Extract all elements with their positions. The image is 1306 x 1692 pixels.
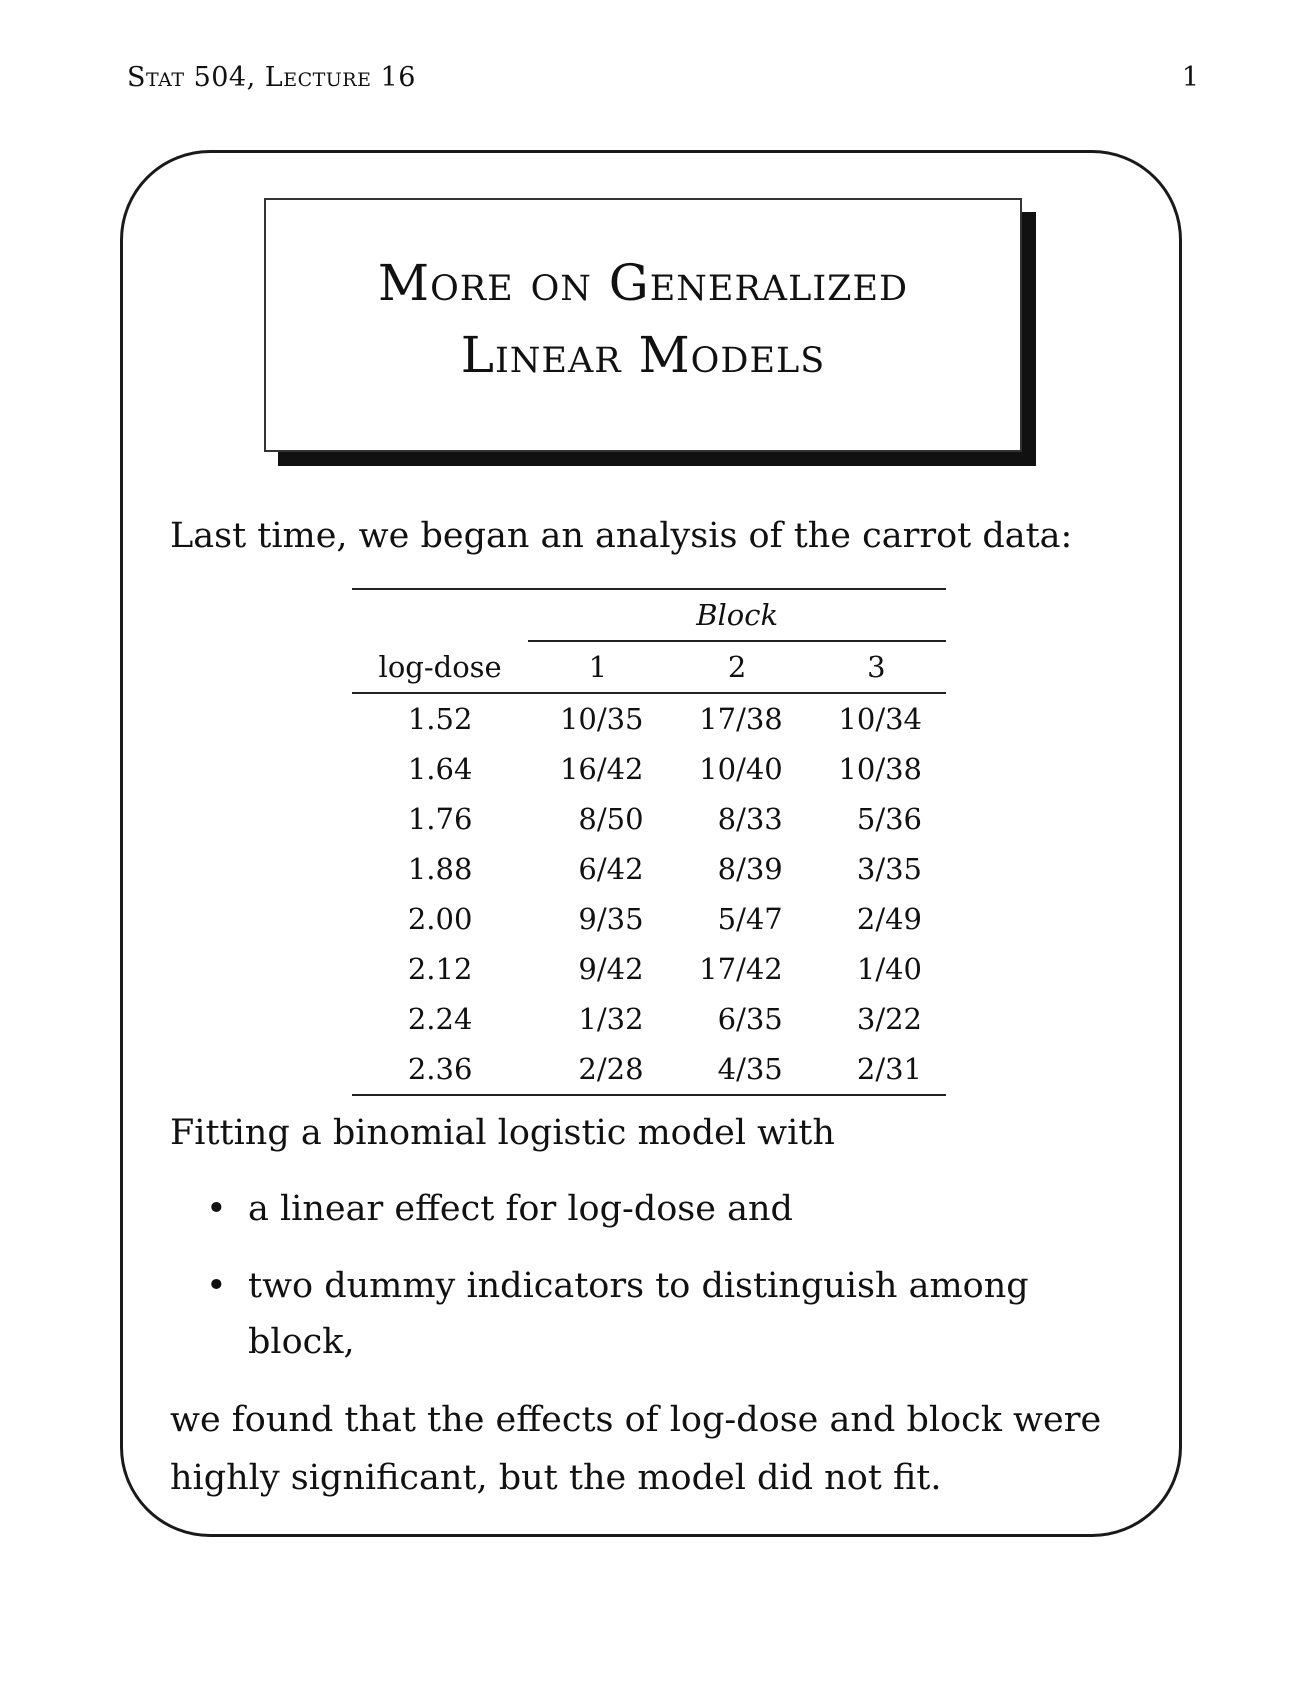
block-2-cell: 6/35	[717, 1002, 783, 1036]
bullet-icon: •	[206, 1266, 227, 1306]
block-1-cell: 9/42	[578, 952, 644, 986]
block-group-header: Block	[528, 590, 946, 641]
block-3-cell: 5/36	[856, 802, 922, 836]
page-number: 1	[1181, 62, 1199, 93]
table-group-header-row	[352, 590, 946, 641]
block-1-cell: 6/42	[578, 852, 644, 886]
block-1-cell: 1/32	[578, 1002, 644, 1036]
block-3-cell: 3/35	[856, 852, 922, 886]
table-row	[352, 994, 946, 1044]
course-lecture-label: Stat 504, Lecture 16	[127, 62, 416, 93]
block-1-cell: 10/35	[559, 702, 644, 736]
table-row	[352, 844, 946, 894]
block-1-cell: 2/28	[528, 1044, 667, 1095]
table-row	[352, 944, 946, 994]
log-dose-header: log-dose	[352, 641, 528, 693]
block-2-header: 2	[668, 641, 807, 693]
block-2-cell: 17/38	[699, 702, 783, 736]
block-3-cell: 10/34	[838, 702, 922, 736]
block-3-cell: 1/40	[856, 952, 922, 986]
block-3-cell: 3/22	[856, 1002, 922, 1036]
intro-text: Last time, we began an analysis of the carrot data:	[170, 516, 1073, 556]
block-1-cell: 9/35	[578, 902, 644, 936]
log-dose-cell: 2.36	[352, 1044, 528, 1095]
block-1-cell: 8/50	[578, 802, 644, 836]
log-dose-cell: 2.00	[407, 902, 473, 936]
block-1-cell: 16/42	[559, 752, 644, 786]
table-row	[352, 894, 946, 944]
log-dose-cell: 1.76	[407, 802, 473, 836]
title-line-2: Linear Models	[460, 326, 826, 384]
log-dose-cell: 1.64	[407, 752, 473, 786]
block-3-cell: 10/38	[838, 752, 922, 786]
log-dose-cell: 2.24	[407, 1002, 473, 1036]
block-3-header: 3	[807, 641, 946, 693]
bullet-text-continuation: block,	[248, 1322, 355, 1362]
block-2-cell: 8/33	[717, 802, 783, 836]
block-1-header: 1	[528, 641, 667, 693]
block-3-cell: 2/49	[856, 902, 922, 936]
block-2-cell: 4/35	[668, 1044, 807, 1095]
bullet-text: a linear effect for log-dose and	[248, 1189, 793, 1229]
carrot-data-table	[352, 588, 946, 1096]
log-dose-cell: 1.52	[407, 702, 473, 736]
bullet-text: two dummy indicators to distinguish among	[248, 1266, 1029, 1306]
log-dose-cell: 2.12	[407, 952, 473, 986]
block-2-cell: 8/39	[717, 852, 783, 886]
conclusion-line-1: we found that the effects of log-dose and block were	[170, 1400, 1102, 1440]
running-header	[127, 62, 1199, 98]
table-row	[352, 693, 946, 744]
block-2-cell: 17/42	[699, 952, 783, 986]
table-row	[352, 744, 946, 794]
block-3-cell: 2/31	[807, 1044, 946, 1095]
title-line-1: More on Generalized	[377, 254, 909, 312]
table-row	[352, 1044, 946, 1095]
log-dose-cell: 1.88	[407, 852, 473, 886]
table-row	[352, 794, 946, 844]
block-2-cell: 10/40	[699, 752, 783, 786]
bullet-icon: •	[206, 1189, 227, 1229]
title-box	[264, 198, 1022, 452]
fitting-paragraph: Fitting a binomial logistic model with	[170, 1113, 835, 1153]
conclusion-line-2: highly significant, but the model did not fit.	[170, 1458, 942, 1498]
block-2-cell: 5/47	[717, 902, 783, 936]
table-column-header-row	[352, 641, 946, 693]
